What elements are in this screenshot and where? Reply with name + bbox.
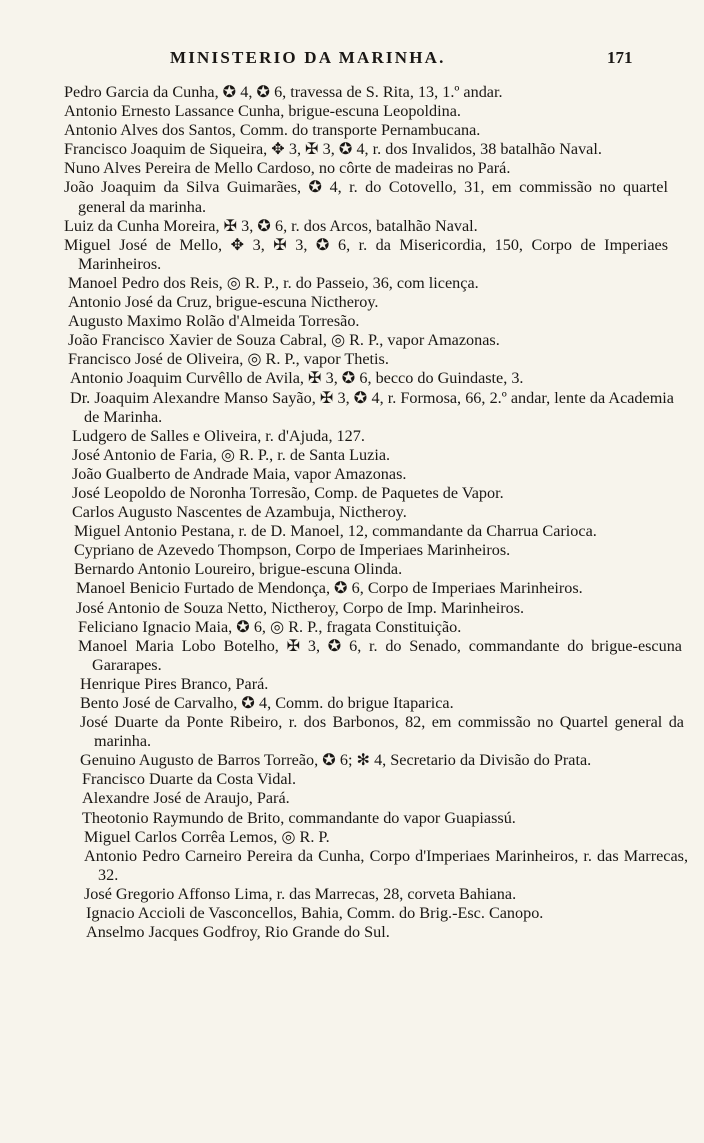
page-number: 171 — [607, 48, 633, 67]
list-item: Augusto Maximo Rolão d'Almeida Torresão. — [68, 312, 360, 331]
list-item: João Joaquim da Silva Guimarães, ✪ 4, r. do Cotovello, 31, em commissão no quartel general da marinha. — [64, 178, 668, 216]
list-item: Ignacio Accioli de Vasconcellos, Bahia, Comm. do Brig.-Esc. Canopo. — [86, 904, 544, 923]
list-item: Theotonio Raymundo de Brito, commandante do vapor Guapiassú. — [82, 808, 516, 827]
list-item: José Antonio de Souza Netto, Nictheroy, Corpo de Imp. Marinheiros. — [76, 598, 525, 617]
list-item: Carlos Augusto Nascentes de Azambuja, Nictheroy. — [72, 503, 407, 522]
page-header — [0, 48, 704, 76]
list-item: Genuino Augusto de Barros Torreão, ✪ 6; ✻ 4, Secretario da Divisão do Prata. — [80, 751, 592, 770]
list-item: Miguel Carlos Corrêa Lemos, ◎ R. P. — [84, 827, 330, 846]
list-item: Antonio Alves dos Santos, Comm. do transporte Pernambucana. — [64, 121, 481, 140]
list-item: José Antonio de Faria, ◎ R. P., r. de Santa Luzia. — [72, 445, 391, 464]
list-item: Dr. Joaquim Alexandre Manso Sayão, ✠ 3, ✪ 4, r. Formosa, 66, 2.º andar, lente da Academia de Marinha. — [70, 388, 674, 426]
list-item: Francisco Duarte da Costa Vidal. — [82, 770, 297, 789]
list-item: Manoel Benicio Furtado de Mendonça, ✪ 6, Corpo de Imperiaes Marinheiros. — [76, 579, 583, 598]
list-item: Francisco José de Oliveira, ◎ R. P., vapor Thetis. — [68, 350, 389, 369]
list-item: Anselmo Jacques Godfroy, Rio Grande do Sul. — [86, 923, 390, 942]
list-item: José Leopoldo de Noronha Torresão, Comp. de Paquetes de Vapor. — [72, 483, 504, 502]
list-item: Bento José de Carvalho, ✪ 4, Comm. do brigue Itaparica. — [80, 694, 454, 712]
list-item: Antonio Pedro Carneiro Pereira da Cunha, Corpo d'Imperiaes Marinheiros, r. das Marrecas, 32. — [84, 846, 688, 884]
list-item: Antonio Ernesto Lassance Cunha, brigue-escuna Leopoldina. — [64, 102, 461, 121]
list-item: Antonio José da Cruz, brigue-escuna Nictheroy. — [68, 293, 379, 312]
list-item: Miguel Antonio Pestana, r. de D. Manoel, 12, commandante da Charrua Carioca. — [74, 522, 597, 541]
list-item: Bernardo Antonio Loureiro, brigue-escuna Olinda. — [74, 560, 403, 579]
list-item: Manoel Pedro dos Reis, ◎ R. P., r. do Passeio, 36, com licença. — [68, 273, 479, 292]
list-item: Antonio Joaquim Curvêllo de Avila, ✠ 3, ✪ 6, becco do Guindaste, 3. — [70, 369, 524, 388]
entry-list — [0, 83, 704, 942]
list-item: Pedro Garcia da Cunha, ✪ 4, ✪ 6, travessa de S. Rita, 13, 1.º andar. — [64, 83, 503, 101]
list-item: José Gregorio Affonso Lima, r. das Marrecas, 28, corveta Bahiana. — [84, 884, 517, 903]
list-item: Cypriano de Azevedo Thompson, Corpo de Imperiaes Marinheiros. — [74, 541, 511, 560]
page-title: MINISTERIO DA MARINHA. — [170, 48, 446, 67]
list-item: Feliciano Ignacio Maia, ✪ 6, ◎ R. P., fragata Constituição. — [78, 617, 462, 636]
list-item: Ludgero de Salles e Oliveira, r. d'Ajuda, 127. — [72, 426, 365, 445]
list-item: Francisco Joaquim de Siqueira, ✥ 3, ✠ 3, ✪ 4, r. dos Invalidos, 38 batalhão Naval. — [64, 140, 602, 159]
list-item: João Gualberto de Andrade Maia, vapor Amazonas. — [72, 464, 407, 483]
list-item: Henrique Pires Branco, Pará. — [80, 674, 269, 693]
list-item: Manoel Maria Lobo Botelho, ✠ 3, ✪ 6, r. do Senado, commandante do brigue-escuna Gararapes. — [78, 636, 682, 674]
list-item: Luiz da Cunha Moreira, ✠ 3, ✪ 6, r. dos Arcos, batalhão Naval. — [64, 216, 478, 235]
list-item: João Francisco Xavier de Souza Cabral, ◎ R. P., vapor Amazonas. — [68, 331, 500, 350]
list-item: Nuno Alves Pereira de Mello Cardoso, no côrte de madeiras no Pará. — [64, 159, 511, 178]
list-item: Alexandre José de Araujo, Pará. — [82, 789, 290, 808]
list-item: Miguel José de Mello, ✥ 3, ✠ 3, ✪ 6, r. da Misericordia, 150, Corpo de Imperiaes Marinheiros. — [64, 235, 668, 273]
list-item: José Duarte da Ponte Ribeiro, r. dos Barbonos, 82, em commissão no Quartel general da marinha. — [80, 713, 684, 751]
